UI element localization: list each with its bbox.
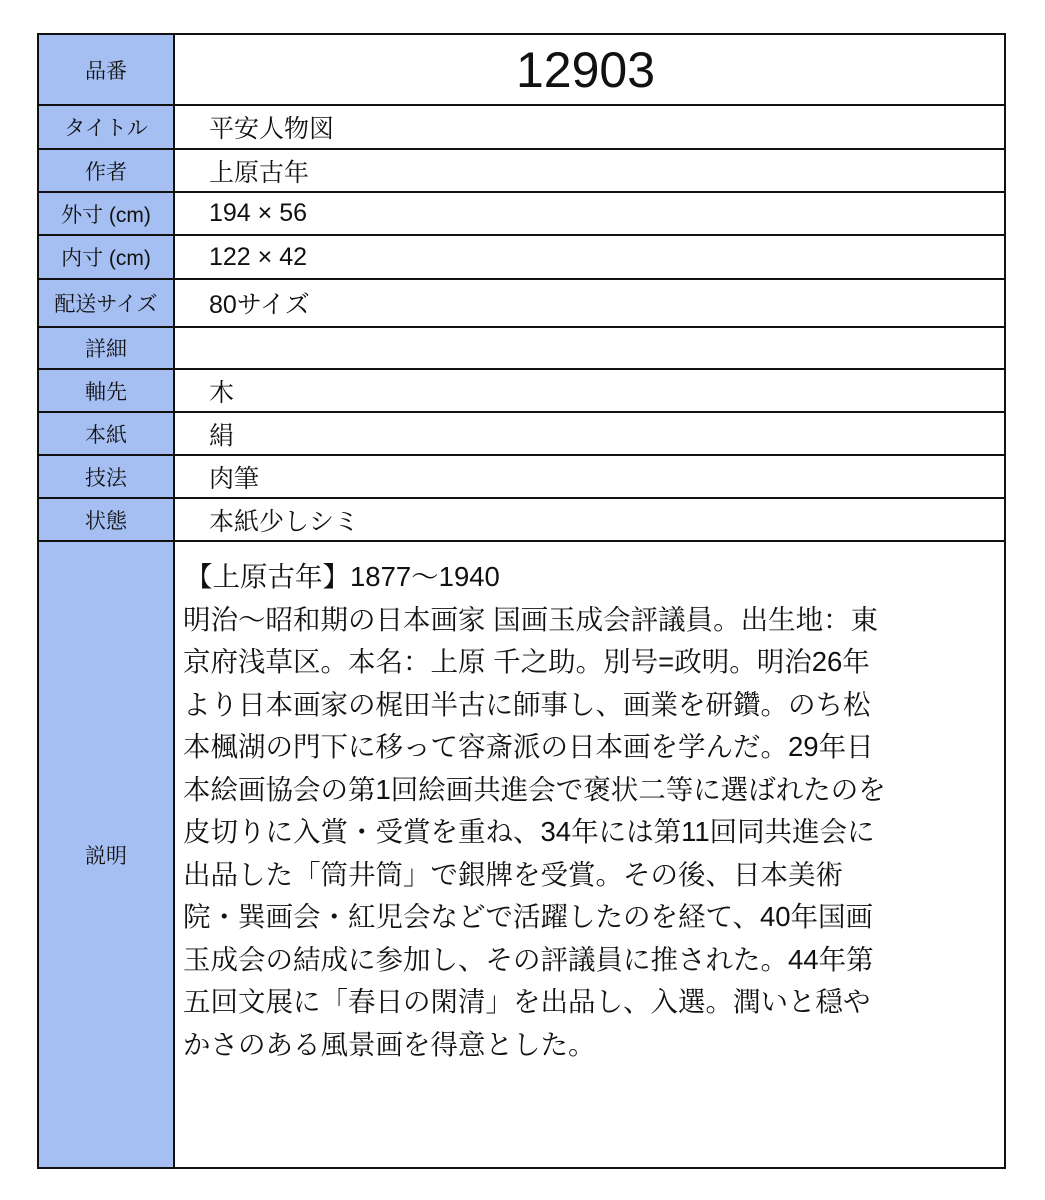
description-line: 本楓湖の門下に移って容斎派の日本画を学んだ。29年日 (183, 731, 874, 762)
inner-size-value: 122 × 42 (175, 236, 1004, 280)
description-line: 五回文展に「春日の閑清」を出品し、入選。潤いと穏や (183, 986, 871, 1017)
item-spec-table (37, 33, 1006, 1169)
title-label: タイトル (39, 106, 175, 150)
technique-value: 肉筆 (175, 456, 1004, 499)
title-value: 平安人物図 (175, 106, 1004, 150)
shipping-size-value: 80サイズ (175, 280, 1004, 328)
description-line: より日本画家の梶田半古に師事し、画業を研鑽。のち松 (183, 688, 871, 720)
item-number-value: 12903 (175, 35, 1004, 106)
base-material-value: 絹 (175, 413, 1004, 456)
description-line: 院・巽画会・紅児会などで活躍したのを経て、40年国画 (183, 901, 874, 932)
description-value (175, 542, 1004, 1167)
description-line: 京府浅草区。本名：上原 千之助。別号=政明。明治26年 (183, 646, 870, 677)
outer-size-value: 194 × 56 (175, 193, 1004, 236)
base-material-label: 本紙 (39, 413, 175, 456)
description-line: かさのある風景画を得意とした。 (183, 1028, 596, 1060)
description-line: 玉成会の結成に参加し、その評議員に推された。44年第 (183, 943, 874, 975)
roller-end-value: 木 (175, 370, 1004, 413)
description-line: 皮切りに入賞・受賞を重ね、34年には第11回同共進会に (183, 816, 875, 847)
technique-label: 技法 (39, 456, 175, 499)
artist-value: 上原古年 (175, 150, 1004, 193)
description-label: 説明 (39, 542, 175, 1167)
details-value (175, 328, 1004, 370)
description-heading: 【上原古年】1877～1940 (185, 561, 500, 592)
description-line: 明治～昭和期の日本画家 国画玉成会評議員。出生地：東 (183, 603, 879, 635)
item-number-label: 品番 (39, 35, 175, 106)
artist-label: 作者 (39, 150, 175, 193)
inner-size-label: 内寸 (cm) (39, 236, 175, 280)
details-label: 詳細 (39, 328, 175, 370)
outer-size-label: 外寸 (cm) (39, 193, 175, 236)
description-line: 本絵画協会の第1回絵画共進会で褒状二等に選ばれたのを (183, 773, 886, 805)
condition-value: 本紙少しシミ (175, 499, 1004, 542)
description-line: 出品した「筒井筒」で銀牌を受賞。その後、日本美術 (183, 858, 843, 890)
condition-label: 状態 (39, 499, 175, 542)
shipping-size-label: 配送サイズ (39, 280, 175, 328)
roller-end-label: 軸先 (39, 370, 175, 413)
